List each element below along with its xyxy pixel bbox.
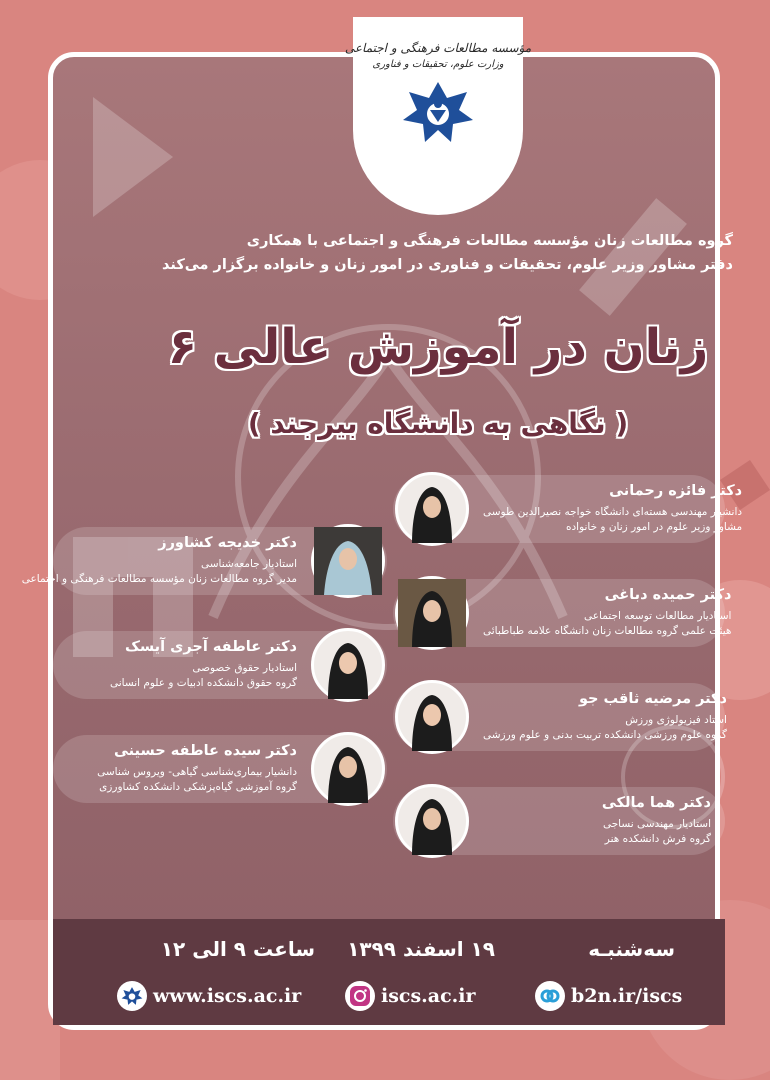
speaker-affiliation: گروه حقوق دانشکده ادبیات و علوم انسانی <box>109 677 297 689</box>
event-day: سه‌شنبـه <box>588 937 675 961</box>
logo-badge <box>344 17 532 215</box>
speaker-title: استادیار مطالعات توسعه اجتماعی <box>584 610 732 622</box>
speaker-affiliation: گروه فرش دانشکده هنر <box>604 833 711 845</box>
institute-logo-icon <box>117 981 147 1011</box>
speaker-card-maleki <box>393 787 725 855</box>
avatar <box>395 680 469 754</box>
link-icon <box>535 981 565 1011</box>
speaker-affiliation: گروه آموزشی گیاه‌پزشکی دانشکده کشاورزی <box>99 781 297 793</box>
event-footer <box>53 919 725 1025</box>
avatar <box>395 576 469 650</box>
speaker-name: دکتر حمیده دباغی <box>604 587 732 603</box>
speaker-title: استادیار حقوق خصوصی <box>192 662 297 674</box>
speaker-name: دکتر هما مالکی <box>601 795 711 811</box>
avatar <box>311 732 385 806</box>
avatar <box>311 628 385 702</box>
event-date: ۱۹ اسفند ۱۳۹۹ <box>347 937 495 961</box>
logo-ministry-name: وزارت علوم، تحقیقات و فناوری <box>372 59 504 70</box>
avatar <box>395 472 469 546</box>
website-url: www.iscs.ac.ir <box>153 985 302 1007</box>
speaker-card-dabbaghi <box>393 579 732 647</box>
speaker-affiliation: هیئت علمی گروه مطالعات زنان دانشگاه علامه طباطبائی <box>483 625 732 637</box>
avatar <box>395 784 469 858</box>
speaker-title: استادیار مهندسی نساجی <box>602 818 711 830</box>
institute-logo-icon <box>401 80 475 144</box>
speaker-card-saghebjoo <box>393 683 725 751</box>
speaker-name: دکتر عاطفه آجری آیسک <box>125 639 297 655</box>
instagram-handle: iscs.ac.ir <box>381 985 476 1007</box>
speaker-name: دکتر سیده عاطفه حسینی <box>113 743 297 759</box>
contact-row <box>53 981 725 1015</box>
speaker-title: دانشیار مهندسی هسته‌ای دانشگاه خواجه نصیرالدین طوسی <box>483 506 743 518</box>
speaker-title: استاد فیزیولوژی ورزش <box>625 714 727 726</box>
speaker-name: دکتر خدیجه کشاورز <box>158 535 297 551</box>
schedule-row <box>53 929 725 975</box>
event-time: ساعت ۹ الی ۱۲ <box>160 937 315 961</box>
channel-link[interactable] <box>535 981 682 1011</box>
speaker-card-keshavarz <box>21 527 387 595</box>
speaker-name: دکتر مرضیه ثاقب جو <box>578 691 727 707</box>
instagram-link[interactable] <box>345 981 476 1011</box>
poster-card <box>21 41 743 1030</box>
intro-text <box>143 229 733 277</box>
speaker-card-ajori <box>53 631 387 699</box>
speaker-affiliation: مشاور وزیر علوم در امور زنان و خانواده <box>565 521 743 533</box>
speaker-card-rahmani <box>393 475 743 543</box>
event-subtitle: ( نگاهی به دانشگاه بیرجند ) <box>247 407 629 440</box>
speaker-title: استادیار جامعه‌شناسی <box>200 558 297 570</box>
website-link[interactable] <box>117 981 301 1011</box>
speaker-name: دکتر فائزه رحمانی <box>609 483 743 499</box>
speaker-affiliation: مدیر گروه مطالعات زنان مؤسسه مطالعات فرهنگی و اجتماعی <box>21 573 297 585</box>
instagram-icon <box>345 981 375 1011</box>
speaker-title: دانشیار بیماری‌شناسی گیاهی- ویروس شناسی <box>97 766 297 778</box>
speaker-affiliation: گروه علوم ورزشی دانشکده تربیت بدنی و علوم ورزشی <box>483 729 727 741</box>
event-title: زنان در آموزش عالی ۶ <box>167 319 709 375</box>
logo-institute-name: مؤسسه مطالعات فرهنگی و اجتماعی <box>344 41 532 55</box>
channel-url: b2n.ir/iscs <box>571 985 683 1007</box>
speaker-card-hosseini <box>53 735 387 803</box>
avatar <box>311 524 385 598</box>
intro-line-1: گروه مطالعات زنان مؤسسه مطالعات فرهنگی و اجتماعی با همکاری <box>246 233 733 249</box>
intro-line-2: دفتر مشاور وزیر علوم، تحقیقات و فناوری در امور زنان و خانواده برگزار می‌کند <box>162 257 733 273</box>
